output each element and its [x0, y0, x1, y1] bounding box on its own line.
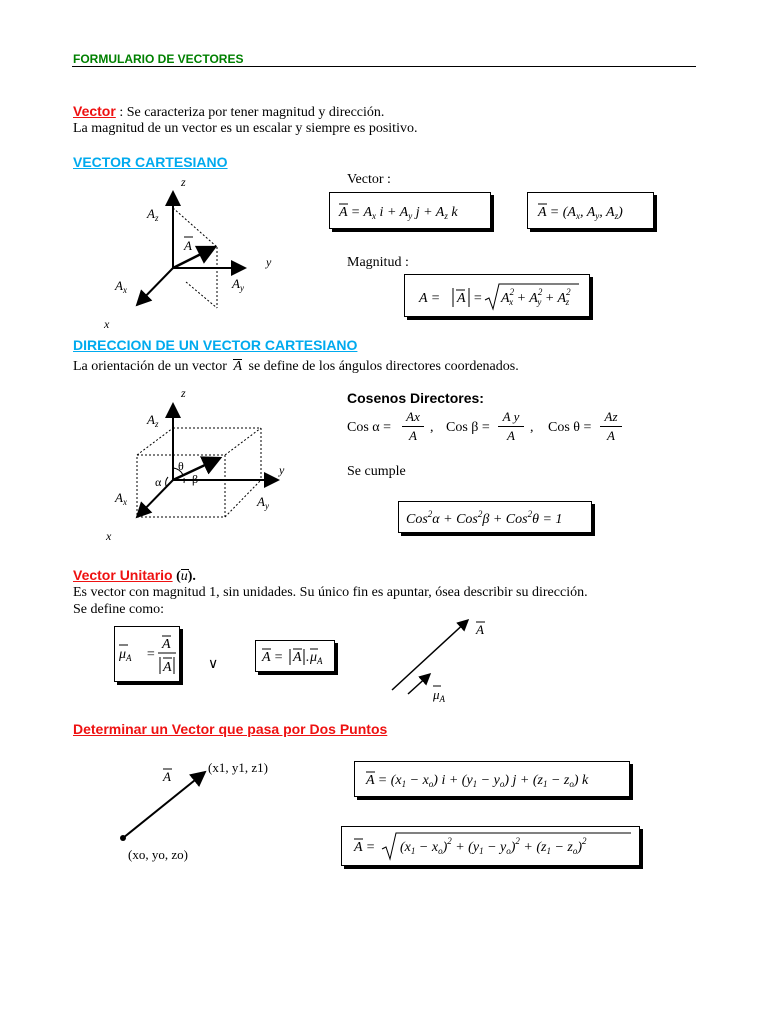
svg-text:Ay: $A_y$ [232, 276, 244, 293]
unitario-description: Es vector con magnitud 1, sin unidades. Su único fin es apuntar, ósea describir su dirección. [73, 585, 588, 600]
svg-text:Ax: $A_x$ [115, 490, 127, 507]
cosenos-directores-title: Cosenos Directores: [347, 390, 484, 406]
document-title: FORMULARIO DE VECTORES [73, 52, 244, 66]
or-symbol: ∨ [208, 657, 219, 672]
svg-text:A = (Ax, Ay, Az): $A = (A_x$, $A_y$, $A_z$) [537, 204, 623, 221]
svg-text:.: . [306, 650, 310, 665]
cos-theta-fraction [600, 409, 622, 444]
svg-text:A: A [476, 622, 484, 637]
cos-theta-denominator: A [607, 428, 615, 443]
unitario-paren-open: ( [172, 569, 181, 584]
svg-text:y: y [266, 255, 272, 269]
svg-text:μA: $\mu_A$ [310, 650, 323, 666]
svg-text:x: x [104, 317, 110, 331]
vector-from-unit-formula [258, 643, 332, 669]
svg-text:z: z [181, 175, 186, 189]
comma-1: , [430, 420, 434, 435]
section-heading-vector-unitario: Vector Unitario [73, 567, 173, 583]
cos-alpha-numerator: Ax [406, 409, 420, 424]
svg-text:A = (x1 − xo) i + (y1 − yo) j: $A = (x_1 - x_o) i + (y_1 - y_o) j + (z_1 - z_o)$ k [366, 773, 589, 789]
magnitude-formula [409, 278, 585, 314]
direccion-text-before: La orientación de un vector [73, 359, 227, 374]
cos-beta-label: Cos β = [446, 420, 490, 435]
se-cumple-label: Se cumple [347, 464, 406, 479]
unitario-paren-close: ). [187, 569, 196, 584]
svg-text:μA: $\mu_A$ [433, 687, 446, 704]
vector-from-unit-box [255, 640, 335, 672]
intro-line-1 [73, 103, 384, 121]
two-points-vector-formula-box [354, 761, 630, 797]
section-heading-direccion: DIRECCION DE UN VECTOR CARTESIANO [73, 337, 358, 353]
unitario-se-define: Se define como: [73, 602, 164, 617]
svg-text:A: A [184, 238, 192, 253]
two-points-vector-formula [358, 765, 626, 793]
cos-beta-denominator: A [507, 428, 515, 443]
section-heading-dos-puntos: Determinar un Vector que pasa por Dos Puntos [73, 721, 388, 737]
cosine-identity-formula [402, 505, 588, 529]
cos-beta-fraction [498, 409, 524, 444]
svg-text:A: A [457, 290, 466, 306]
svg-text:(x1 − xo)2 + (y1 − yo)2 + (z1: $(x_1 - x_o)^2 + (y_1 - y_o)^2 + (z_1 - z_o)^2$ [399, 836, 587, 856]
svg-text:Cos2α + Cos2β + Cos2θ = 1: Cos$^2$α + Cos$^2$β + Cos$^2$θ = 1 [406, 509, 563, 527]
svg-text:A =: A = [419, 290, 441, 306]
vector-tuple-formula [532, 197, 650, 225]
svg-text:y: y [279, 463, 285, 477]
two-points-magnitude-formula [346, 829, 636, 863]
svg-text:x: x [106, 529, 112, 543]
two-points-magnitude-formula-box [341, 826, 640, 866]
svg-text:A = Ax i + Ay j + Az k: $A = A_x$ $i + A_y$ $j + A_z$ k [339, 204, 458, 221]
point-0-label: (xo, yo, zo) [128, 847, 188, 862]
svg-text:A: A [163, 769, 171, 784]
svg-text:Ay: $A_y$ [257, 494, 269, 511]
unit-vector-arrows-diagram [380, 612, 490, 712]
vector-tuple-formula-box [527, 192, 654, 229]
unit-vector-definition-box [114, 626, 180, 682]
unit-u-symbol [181, 569, 188, 584]
magnitud-label: Magnitud : [347, 255, 409, 270]
svg-text:A: A [293, 650, 302, 665]
point-1-label: (x1, y1, z1) [208, 760, 268, 775]
cos-alpha-denominator: A [409, 428, 417, 443]
svg-text:A2x + A2y + A2z: $A^2$ $x + A^2$ $y + A^2$ z [501, 286, 571, 307]
direccion-text-after: se define de los ángulos directores coordenados. [248, 359, 519, 374]
svg-text:=: = [473, 290, 483, 306]
vector-components-formula [335, 197, 485, 225]
vector-term: Vector [73, 103, 116, 119]
vector-a-symbol: A [233, 359, 242, 374]
intro-line-2: La magnitud de un vector es un escalar y siempre es positivo. [73, 121, 418, 136]
intro-definition: : Se caracteriza por tener magnitud y dirección. [115, 105, 385, 120]
svg-text:β: β [192, 472, 199, 486]
cosine-identity-box [398, 501, 592, 533]
svg-text:A =: A = [262, 650, 284, 665]
svg-text:μA: $\mu_A$ [119, 647, 132, 663]
cartesian-axes-diagram [100, 170, 300, 335]
svg-text:Ax: $A_x$ [115, 278, 127, 295]
svg-text:z: z [181, 386, 186, 400]
cos-beta-numerator: A y [502, 409, 520, 424]
unit-u-letter: u [180, 569, 188, 584]
unit-vector-definition-formula [116, 628, 178, 680]
svg-text:A: A [163, 660, 172, 675]
cos-theta-label: Cos θ = [548, 420, 592, 435]
comma-2: , [530, 420, 534, 435]
vector-components-formula-box [329, 192, 491, 229]
svg-text:α: α [155, 475, 162, 489]
direccion-description [73, 358, 519, 375]
cos-alpha-label: Cos α = [347, 420, 392, 435]
cos-alpha-fraction [402, 409, 424, 444]
direction-angles-diagram [100, 382, 310, 547]
svg-text:A: A [162, 637, 171, 652]
unitario-heading-line [73, 567, 196, 585]
cos-theta-numerator: Az [604, 409, 618, 424]
header-divider [72, 66, 696, 67]
svg-text:θ: θ [178, 459, 184, 473]
section-heading-vector-cartesiano: VECTOR CARTESIANO [73, 154, 228, 170]
svg-text:Az: $A_z$ [147, 206, 159, 223]
vector-label: Vector : [347, 172, 391, 187]
svg-text:=: = [146, 647, 156, 662]
svg-text:A =: A = [353, 840, 375, 855]
magnitude-formula-box [404, 274, 590, 317]
svg-text:Az: $A_z$ [147, 412, 159, 429]
